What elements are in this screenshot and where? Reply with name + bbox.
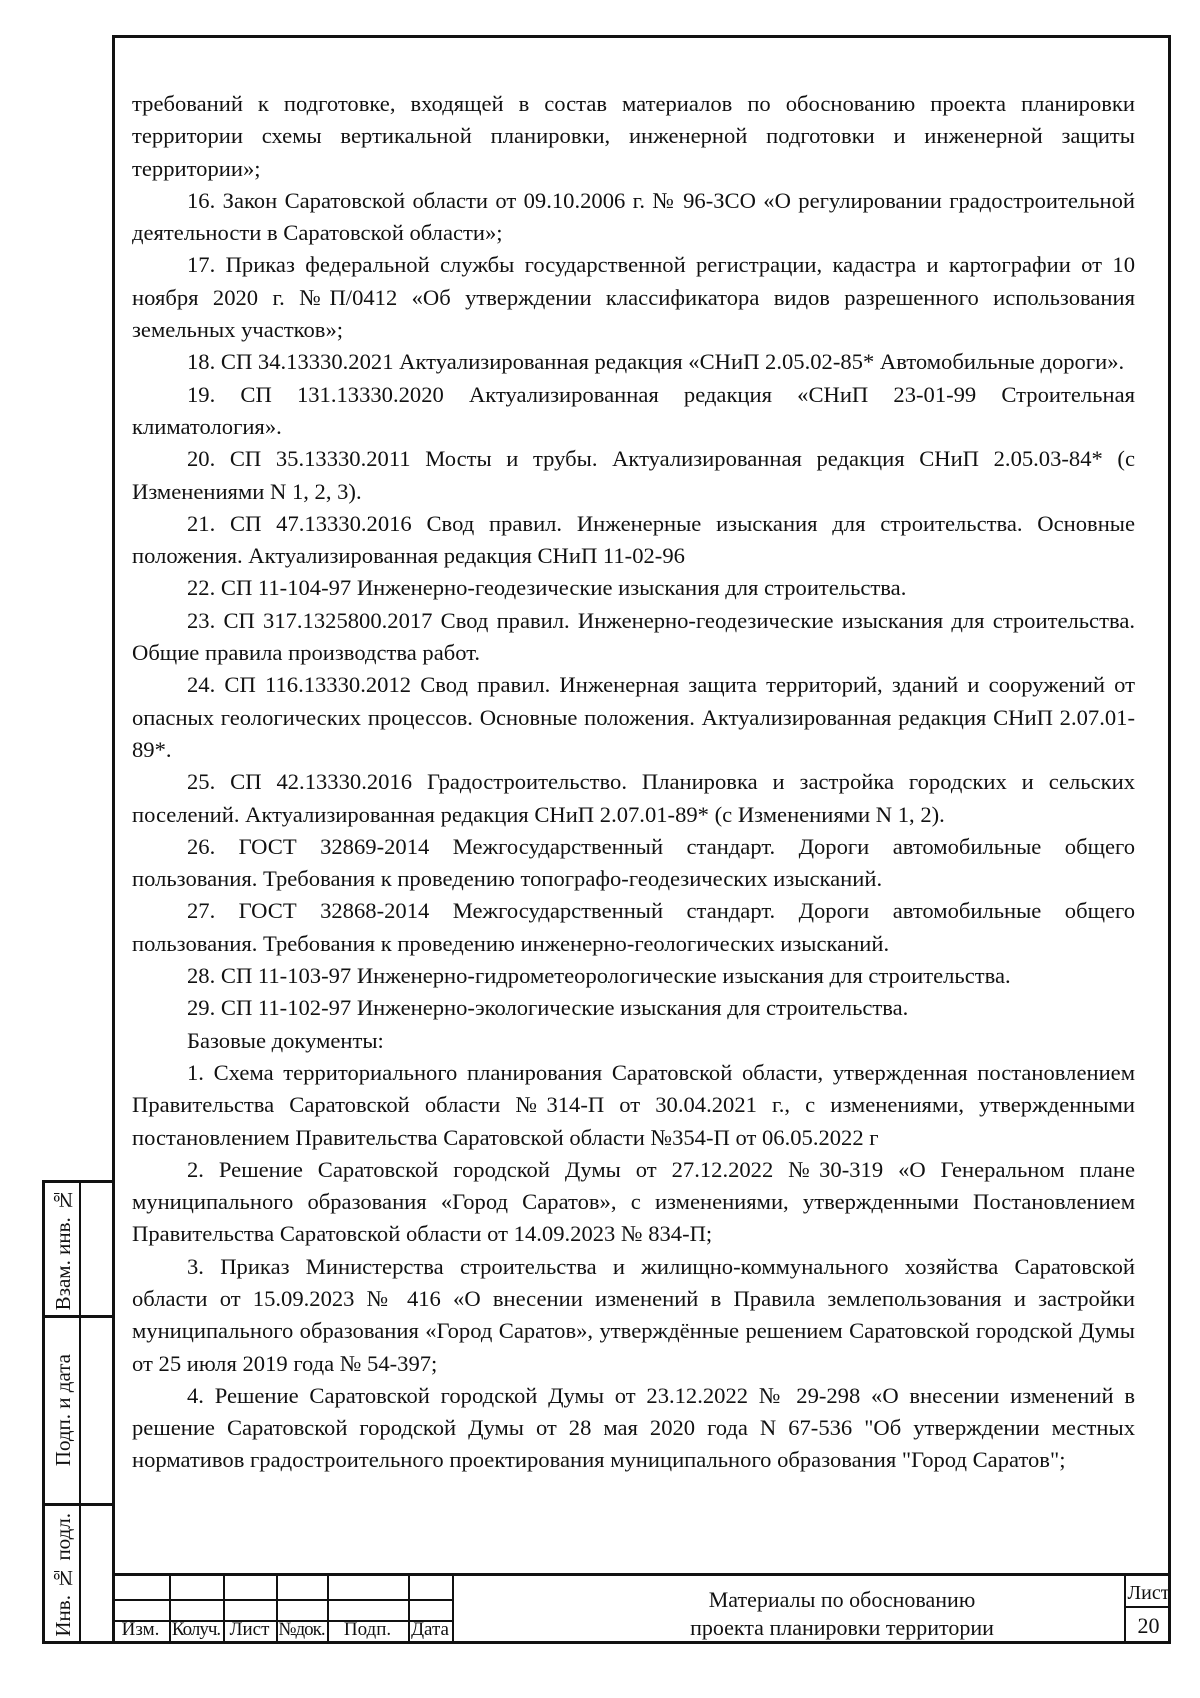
section-heading: Базовые документы: xyxy=(187,1027,384,1053)
paragraph: 23. СП 317.1325800.2017 Свод правил. Инженерно-геодезические изыскания для строительства. Общие правила производства работ. xyxy=(132,607,1135,666)
col-podp: Подп. xyxy=(343,1619,392,1640)
paragraph: 17. Приказ федеральной службы государственной регистрации, кадастра и картографии от 10 ноября 2020 г. №П/0412 «Об утверждении классификатора видов разрешенного использования земельных участков»; xyxy=(132,252,1135,343)
side-stamp-split xyxy=(79,1183,81,1641)
paragraph: 4. Решение Саратовской городской Думы от 23.12.2022 № 29-298 «О внесении изменений в решение Саратовской городской Думы от 28 мая 2020 года N 67-536 "Об утверждении местных нормативов градостроительного проектирования муниципального образования "Город Саратов"; xyxy=(132,1382,1135,1473)
paragraph: требований к подготовке, входящей в состав материалов по обоснованию проекта планировки территории схемы вертикальной планировки, инженерной подготовки и инженерной защиты территории»; xyxy=(132,91,1135,181)
paragraph: 2. Решение Саратовской городской Думы от 27.12.2022 №30-319 «О Генеральном плане муниципального образования «Город Саратов», с изменениями, утвержденными Постановлением Правительства Саратовской области от 14.09.2023 № 834-П; xyxy=(132,1156,1135,1247)
vzam-inv-label: Взам. инв. № xyxy=(50,1187,75,1311)
paragraph: 26. ГОСТ 32869-2014 Межгосударственный стандарт. Дороги автомобильные общего пользования. Требования к проведению топографо-геодезических изысканий. xyxy=(132,833,1135,892)
col-izm: Изм. xyxy=(121,1619,160,1640)
title-block-col-line xyxy=(452,1576,454,1644)
sheet-label: Лист xyxy=(1127,1582,1170,1604)
paragraph: 24. СП 116.13330.2012 Свод правил. Инженерная защита территорий, зданий и сооружений от опасных геологических процессов. Основные положения. Актуализированная редакция СНиП 2.07.01-89*. xyxy=(132,672,1135,762)
document-body xyxy=(132,88,1135,1477)
inv-podl-label: Инв. № подл. xyxy=(50,1513,75,1637)
paragraph: 21. СП 47.13330.2016 Свод правил. Инженерные изыскания для строительства. Основные положения. Актуализированная редакция СНиП 11-02-96 xyxy=(132,510,1135,569)
paragraph: 28. СП 11-103-97 Инженерно-гидрометеорологические изыскания для строительства. xyxy=(187,963,1011,989)
paragraph: 25. СП 42.13330.2016 Градостроительство. Планировка и застройка городских и сельских поселений. Актуализированная редакция СНиП 2.07.01-89* (с Изменениями N 1, 2). xyxy=(132,769,1135,827)
col-data: Дата xyxy=(411,1619,449,1640)
document-title: Материалы по обоснованию проекта планировки территории xyxy=(690,1587,994,1640)
podp-data-label: Подп. и дата xyxy=(50,1354,75,1467)
paragraph: 22. СП 11-104-97 Инженерно-геодезические изыскания для строительства. xyxy=(187,575,907,601)
paragraph: 20. СП 35.13330.2011 Мосты и трубы. Актуализированная редакция СНиП 2.05.03-84* (с Изменениями N 1, 2, 3). xyxy=(132,446,1135,504)
col-ndok: №док. xyxy=(278,1619,325,1640)
paragraph: 1. Схема территориального планирования Саратовской области, утвержденная постановлением Правительства Саратовской области №314-П от 30.04.2021 г., с изменениями, утвержденными постановлением Правительства Саратовской области №354-П от 06.05.2022 г xyxy=(132,1059,1135,1150)
paragraph: 16. Закон Саратовской области от 09.10.2006 г. № 96-ЗСО «О регулировании градостроительной деятельности в Саратовской области»; xyxy=(132,187,1135,246)
paragraph: 27. ГОСТ 32868-2014 Межгосударственный стандарт. Дороги автомобильные общего пользования. Требования к проведению инженерно-геологических изысканий. xyxy=(132,898,1135,956)
paragraph: 3. Приказ Министерства строительства и жилищно-коммунального хозяйства Саратовской области от 15.09.2023 № 416 «О внесении изменений в Правила землепользования и застройки муниципального образования «Город Саратов», утверждённые решением Саратовской городской Думы от 25 июля 2019 года № 54-397; xyxy=(132,1253,1135,1376)
paragraph: 29. СП 11-102-97 Инженерно-экологические изыскания для строительства. xyxy=(187,995,909,1021)
sheet-number: 20 xyxy=(1137,1613,1160,1638)
title-block-row-line xyxy=(1126,1606,1171,1608)
title-block-row-line xyxy=(112,1599,452,1601)
paragraph: 18. СП 34.13330.2021 Актуализированная редакция «СНиП 2.05.02-85* Автомобильные дороги». xyxy=(187,349,1125,375)
side-stamp xyxy=(42,1180,112,1644)
title-block-top-border xyxy=(112,1573,1171,1576)
title-block xyxy=(112,1576,1171,1644)
paragraph: 19. СП 131.13330.2020 Актуализированная редакция «СНиП 23-01-99 Строительная климатология». xyxy=(132,381,1135,439)
col-koluch: Колуч. xyxy=(171,1619,221,1640)
col-list: Лист xyxy=(229,1619,270,1640)
